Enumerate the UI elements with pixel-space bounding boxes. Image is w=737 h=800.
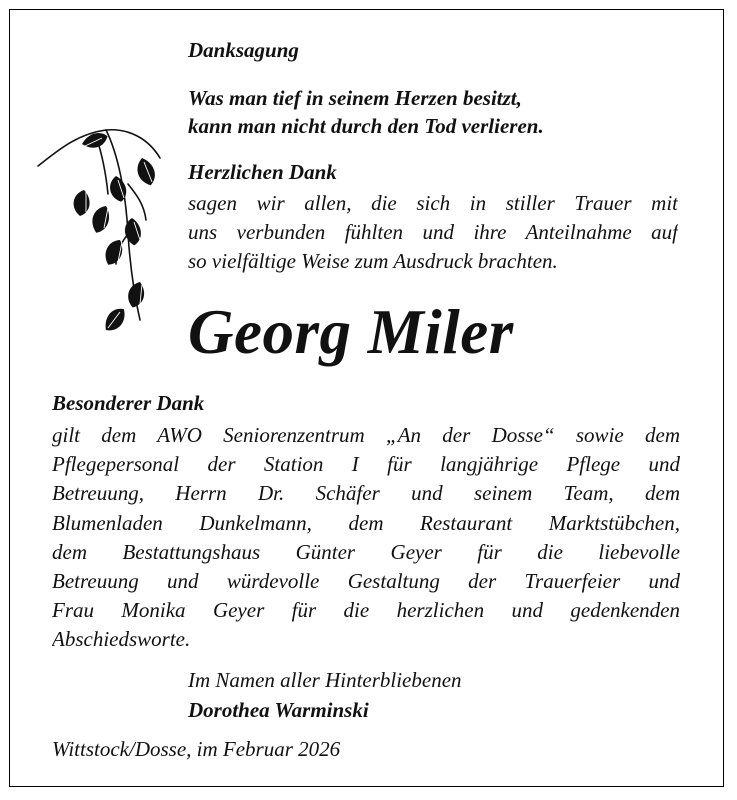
special-line: Abschiedsworte. (52, 627, 191, 652)
special-line: Blumenladen Dunkelmann, dem Restaurant Marktstübchen, (52, 510, 680, 535)
thanks-heading: Herzlichen Dank (188, 160, 337, 184)
special-line: Betreuung, Herrn Dr. Schäfer und seinem Team, dem (52, 481, 680, 506)
birch-branch-icon (36, 124, 176, 374)
special-line: gilt dem AWO Seniorenzentrum „An der Dosse“ sowie dem (52, 423, 680, 447)
thanks-line: so vielfältige Weise zum Ausdruck brachten. (188, 249, 558, 273)
thanks-line: sagen wir allen, die sich in stiller Trauer mit (188, 191, 678, 215)
special-thanks-paragraph (52, 421, 680, 655)
signer-name: Dorothea Warminski (188, 698, 369, 722)
special-line: Frau Monika Geyer für die herzlichen und gedenkenden (52, 598, 680, 623)
quote-line-1: Was man tief in seinem Herzen besitzt, (188, 86, 522, 110)
notice-heading: Danksagung (188, 38, 299, 62)
thanks-paragraph (188, 189, 678, 276)
special-thanks-heading: Besonderer Dank (52, 391, 205, 415)
special-line: Betreuung und würdevolle Gestaltung der Trauerfeier und (52, 568, 680, 593)
deceased-name: Georg Miler (188, 297, 514, 367)
place-date: Wittstock/Dosse, im Februar 2026 (52, 737, 341, 761)
special-line: dem Bestattungshaus Günter Geyer für die liebevolle (52, 539, 680, 564)
quote-line-2: kann man nicht durch den Tod verlieren. (188, 114, 544, 138)
thanks-line: uns verbunden fühlten und ihre Anteilnahme auf (188, 220, 678, 244)
closing-line: Im Namen aller Hinterbliebenen (188, 668, 462, 692)
special-line: Pflegepersonal der Station I für langjährige Pflege und (52, 452, 680, 477)
